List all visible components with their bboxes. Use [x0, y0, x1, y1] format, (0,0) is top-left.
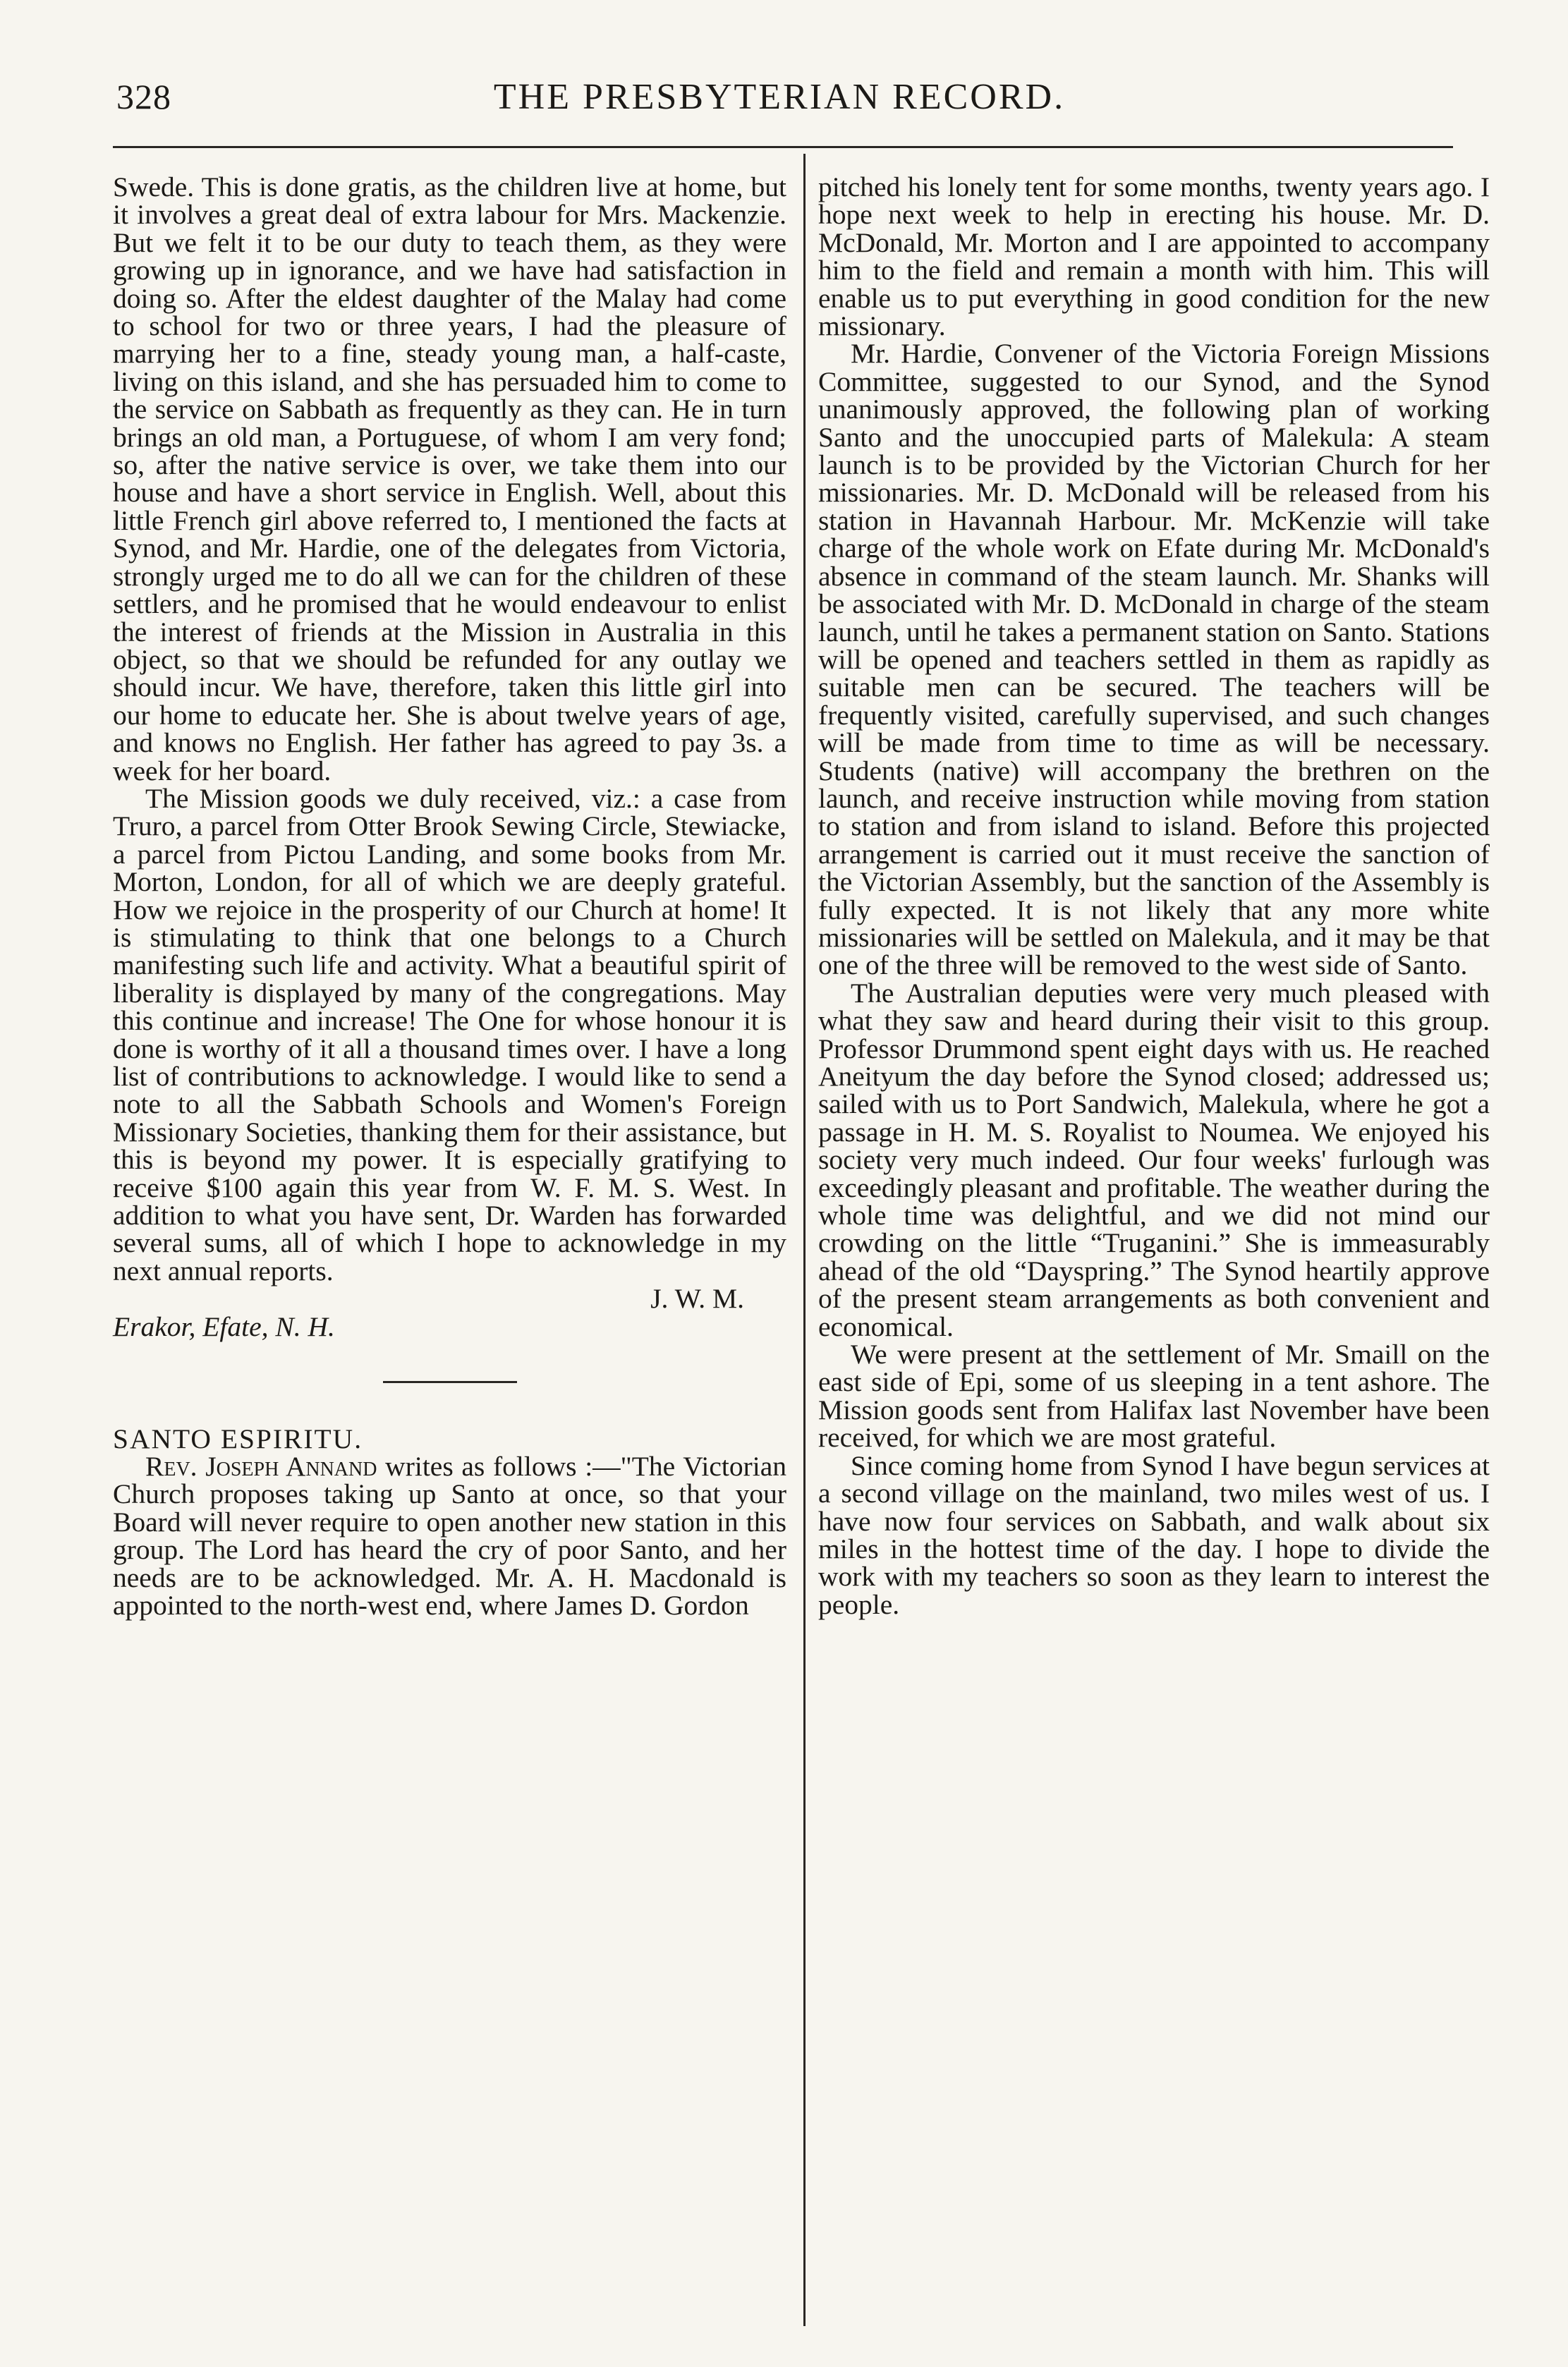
page-number: 328	[116, 77, 171, 116]
header-rule	[113, 146, 1453, 148]
page-header	[116, 76, 1442, 126]
right-column	[818, 171, 1490, 1620]
paragraph-annand-text: writes as follows :—"The Victorian Church proposes taking up Santo at once, so that your Board will never require to open another new station in this group. The Lord has heard the cry of poor Santo, and her needs are to be acknowledged. Mr. A. H. Macdonald is appointed to the north-west end, where James D. Gordon	[113, 1451, 786, 1621]
paragraph-deputies: The Australian deputies were very much pleased with what they saw and heard during their visit to this group. Professor Drummond spent eight days with us. He reached Aneityum the day before the Synod closed; addressed us; sailed with us to Port Sandwich, Malekula, where he got a passage in H. M. S. Royalist to Noumea. We enjoyed his society very much indeed. Our four weeks' furlough was exceedingly pleasant and profitable. The weather during the whole time was delightful, and we did not mind our crowding on the little “Truganini.” She is immeasurably ahead of the old “Dayspring.” The Synod heartily approve of the present steam arrangements as both convenient and economical.	[818, 977, 1490, 1342]
signature-line	[113, 1285, 786, 1313]
left-column	[113, 171, 786, 1621]
paragraph-services: Since coming home from Synod I have begun services at a second village on the mainland, two miles west of us. I have now four services on Sabbath, and walk about six miles in the hottest time of the day. I hope to divide the work with my teachers so soon as they learn to interest the people.	[818, 1449, 1490, 1620]
section-divider	[383, 1381, 517, 1383]
running-title: THE PRESBYTERIAN RECORD.	[493, 77, 1066, 117]
paragraph-settlement: We were present at the settlement of Mr. Smaill on the east side of Epi, some of us sleeping in a tent ashore. The Mission goods sent from Halifax last November have been received, for which we are most grateful.	[818, 1339, 1490, 1454]
author-name: Rev. Joseph Annand	[145, 1451, 377, 1483]
signature-initials: J. W. M.	[650, 1283, 744, 1315]
column-divider	[803, 154, 806, 2326]
section-heading: SANTO ESPIRITU.	[113, 1423, 363, 1454]
paragraph-annand-letter	[113, 1453, 786, 1619]
paragraph-tent: pitched his lonely tent for some months, twenty years ago. I hope next week to help in erecting his house. Mr. D. McDonald, Mr. Morton and I are appointed to accompany him to the field and remain a month with him. This will enable us to put everything in good condition for the new missionary.	[818, 171, 1490, 342]
place-line: Erakor, Efate, N. H.	[113, 1311, 335, 1343]
paragraph-plan: Mr. Hardie, Convener of the Victoria Foreign Missions Committee, suggested to our Synod, and the Synod unanimously approved, the following plan of working Santo and the unoccupied parts of Malekula: A steam launch is to be provided by the Victorian Church for her missionaries. Mr. D. McDonald will be released from his station in Havannah Harbour. Mr. McKenzie will take charge of the whole work on Efate during Mr. McDonald's absence in command of the steam launch. Mr. Shanks will be associated with Mr. D. McDonald in charge of the steam launch, until he takes a permanent station on Santo. Stations will be opened and teachers settled in them as rapidly as suitable men can be secured. The teachers will be frequently visited, carefully supervised, and such changes will be made from time to time as will be necessary. Students (native) will accompany the brethren on the launch, and receive instruction while moving from station to station and from island to island. Before this projected arrangement is carried out it must receive the sanction of the Victorian Assembly, but the sanction of the Assembly is fully expected. It is not likely that any more white missionaries will be settled on Malekula, and it may be that one of the three will be removed to the west side of Santo.	[818, 338, 1490, 981]
paragraph-continuation: Swede. This is done gratis, as the children live at home, but it involves a great deal of extra labour for Mrs. Mackenzie. But we felt it to be our duty to teach them, as they were growing up in ignorance, and we have had satisfaction in doing so. After the eldest daughter of the Malay had come to school for two or three years, I had the pleasure of marrying her to a fine, steady young man, a half-caste, living on this island, and she has persuaded him to come to the service on Sabbath as frequently as they can. He in turn brings an old man, a Portuguese, of whom I am very fond; so, after the native service is over, we take them into our house and have a short service in English. Well, about this little French girl above referred to, I mentioned the facts at Synod, and Mr. Hardie, one of the delegates from Victoria, strongly urged me to do all we can for the children of these settlers, and he promised that he would endeavour to enlist the interest of friends at the Mission in Australia in this object, so that we should be refunded for any outlay we should incur. We have, therefore, taken this little girl into our home to educate her. She is about twelve years of age, and knows no English. Her father has agreed to pay 3s. a week for her board.	[113, 171, 786, 786]
paragraph-mission-goods: The Mission goods we duly received, viz.: a case from Truro, a parcel from Otter Brook Sewing Circle, Stewiacke, a parcel from Pictou Landing, and some books from Mr. Morton, London, for all of which we are deeply grateful. How we rejoice in the prosperity of our Church at home! It is stimulating to think that one belongs to a Church manifesting such life and activity. What a beautiful spirit of liberality is displayed by many of the congregations. May this continue and increase! The One for whose honour it is done is worthy of it all a thousand times over. I have a long list of contributions to acknowledge. I would like to send a note to all the Sabbath Schools and Women's Foreign Missionary Societies, thanking them for their assistance, but this is beyond my power. It is especially gratifying to receive $100 again this year from W. F. M. S. West. In addition to what you have sent, Dr. Warden has forwarded several sums, all of which I hope to acknowledge in my next annual reports.	[113, 782, 786, 1286]
